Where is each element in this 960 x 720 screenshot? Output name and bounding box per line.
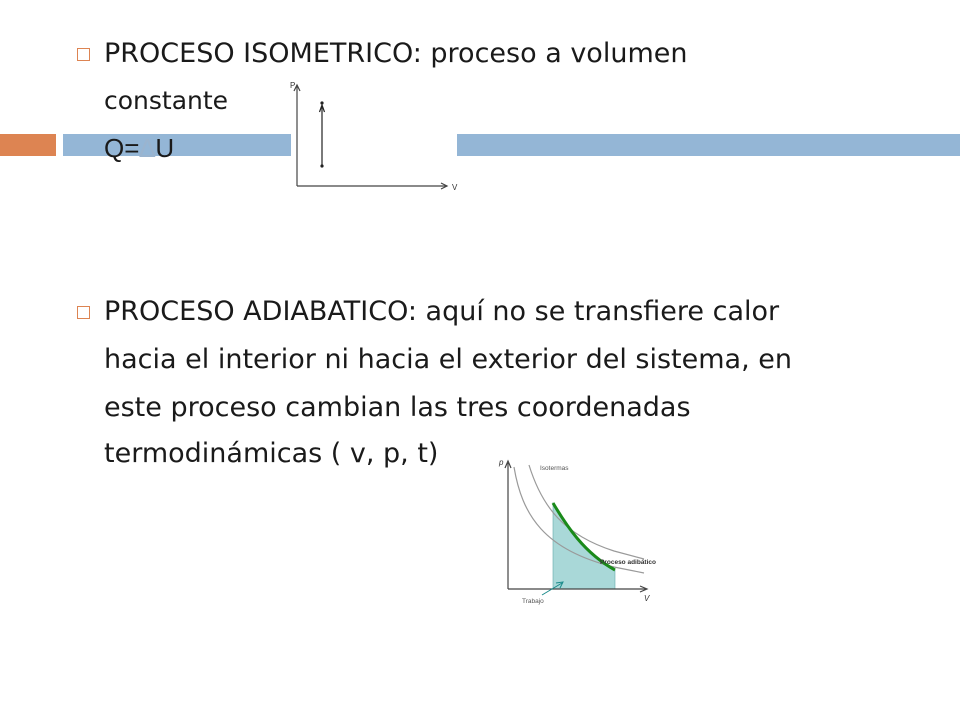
adiabatic-text-line-4: termodinámicas ( v, p, t) <box>104 438 439 469</box>
formula-delta-symbol: ∆ <box>139 133 156 163</box>
header-accent-orange-bar <box>0 134 56 156</box>
isometric-title-line: PROCESO ISOMETRICO: proceso a volumen <box>104 38 688 69</box>
header-accent-blue-bar-left <box>63 134 291 156</box>
formula-q: Q= <box>104 133 140 163</box>
isometric-pv-diagram <box>284 76 464 194</box>
adiabatic-process-label: Proceso adibático <box>600 559 656 566</box>
isotherm-curve-upper <box>529 465 644 559</box>
adiabatic-title-line: PROCESO ADIABATICO: aquí no se transfiere calor <box>104 296 780 327</box>
adiabatic-text-line-3: este proceso cambian las tres coordenadas <box>104 392 691 423</box>
y-axis-label: p <box>499 458 504 467</box>
formula-u: U <box>155 133 175 163</box>
bullet-square-icon <box>77 306 90 319</box>
state-point-start <box>320 164 323 167</box>
x-axis-label: V <box>452 183 458 192</box>
state-point-end <box>320 101 323 104</box>
isotherms-label: Isotermas <box>540 465 569 472</box>
work-label: Trabajo <box>522 598 544 605</box>
adiabatic-text-line-2: hacia el interior ni hacia el exterior del sistema, en <box>104 344 792 375</box>
x-axis-label: V <box>644 594 650 603</box>
bullet-square-icon <box>77 48 90 61</box>
isometric-text-line: constante <box>104 86 229 115</box>
adiabatic-pv-diagram <box>494 455 674 615</box>
header-accent-blue-bar-right <box>457 134 960 156</box>
y-axis-label: P <box>290 81 296 90</box>
isometric-formula <box>104 133 174 164</box>
